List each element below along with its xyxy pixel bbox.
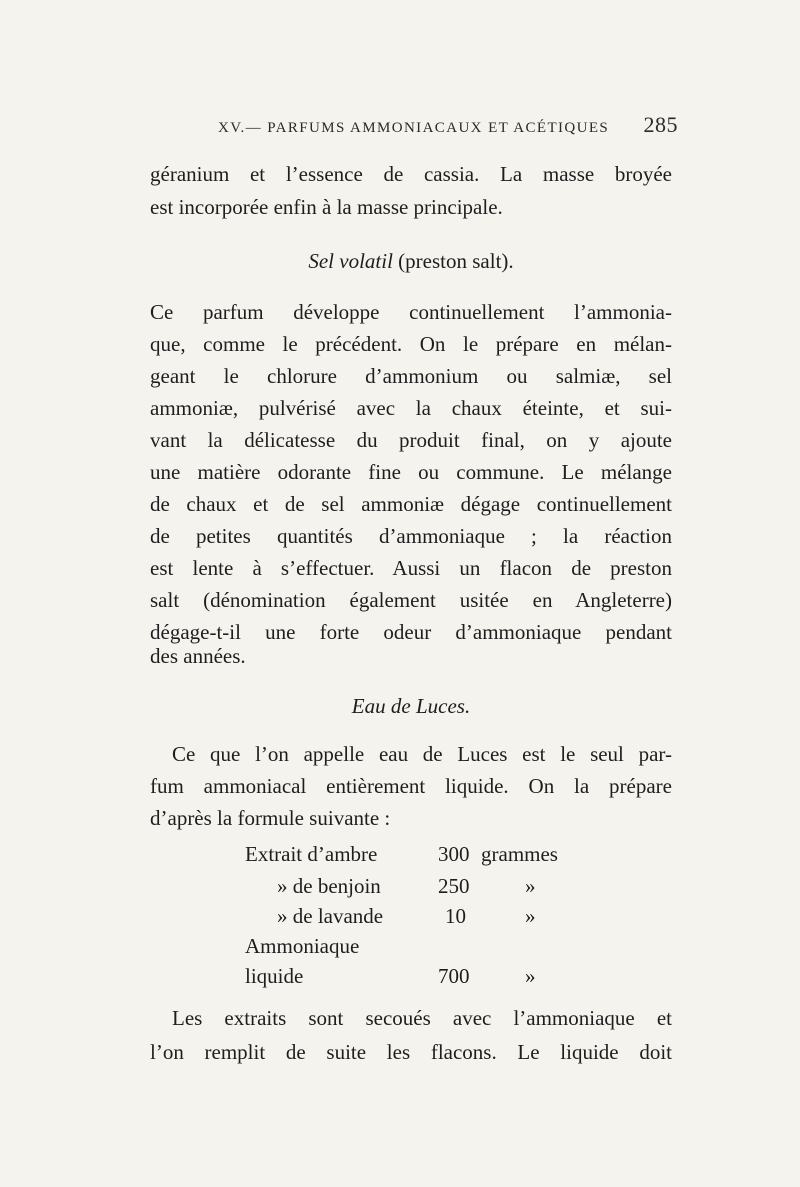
text-line: Les extraits sont secoués avec l’ammoniaque et — [172, 1006, 672, 1030]
ingredient-name: Ammoniaque — [245, 934, 360, 958]
text-line: l’on remplit de suite les flacons. Le liquide doit — [150, 1040, 672, 1064]
section-title — [150, 245, 672, 277]
ingredient-unit: grammes — [481, 842, 558, 866]
formula-row — [245, 900, 605, 932]
ingredient-name: » de lavande — [277, 904, 384, 928]
formula-row — [245, 960, 605, 992]
text-line: de chaux et de sel ammoniæ dégage continuellement — [150, 492, 672, 516]
ingredient-qty: 10 — [445, 904, 466, 928]
text-line: vant la délicatesse du produit final, on y ajoute — [150, 428, 672, 452]
text-line: fum ammoniacal entièrement liquide. On la prépare — [150, 774, 672, 798]
text-line: dégage-t-il une forte odeur d’ammoniaque pendant — [150, 620, 672, 644]
ingredient-unit: » — [525, 964, 536, 988]
text-line: que, comme le précédent. On le prépare en mélan- — [150, 332, 672, 356]
formula-row — [245, 838, 605, 870]
text-line: est incorporée enfin à la masse principale. — [150, 195, 503, 219]
text-line: Ce parfum développe continuellement l’ammonia- — [150, 300, 672, 324]
ingredient-name: Extrait d’ambre — [245, 842, 378, 866]
formula-row — [245, 870, 605, 902]
page-header — [218, 112, 678, 146]
text-line: Ce que l’on appelle eau de Luces est le seul par- — [172, 742, 672, 766]
ingredient-qty: 250 — [438, 874, 470, 898]
ingredient-unit: » — [525, 904, 536, 928]
text-line: des années. — [150, 644, 246, 668]
formula-row — [245, 930, 605, 962]
text-line: ammoniæ, pulvérisé avec la chaux éteinte, et sui- — [150, 396, 672, 420]
ingredient-name: » de benjoin — [277, 874, 381, 898]
ingredient-name: liquide — [245, 964, 304, 988]
text-line: de petites quantités d’ammoniaque ; la réaction — [150, 524, 672, 548]
ingredient-qty: 700 — [438, 964, 470, 988]
text-line: une matière odorante fine ou commune. Le mélange — [150, 460, 672, 484]
ingredient-qty: 300 — [438, 842, 470, 866]
text-line: géranium et l’essence de cassia. La masse broyée — [150, 162, 672, 186]
text-line: d’après la formule suivante : — [150, 806, 391, 830]
text-line: est lente à s’effectuer. Aussi un flacon de preston — [150, 556, 672, 580]
ingredient-unit: » — [525, 874, 536, 898]
section-title: Eau de Luces. — [351, 694, 471, 718]
section-title-italic: Sel volatil — [308, 249, 393, 273]
section-title-rest: (preston salt). — [392, 249, 514, 273]
running-title: XV.— PARFUMS AMMONIACAUX ET ACÉTIQUES — [218, 120, 610, 136]
page-number: 285 — [643, 112, 678, 137]
text-line: salt (dénomination également usitée en Angleterre) — [150, 588, 672, 612]
text-line: geant le chlorure d’ammonium ou salmiæ, sel — [150, 364, 672, 388]
